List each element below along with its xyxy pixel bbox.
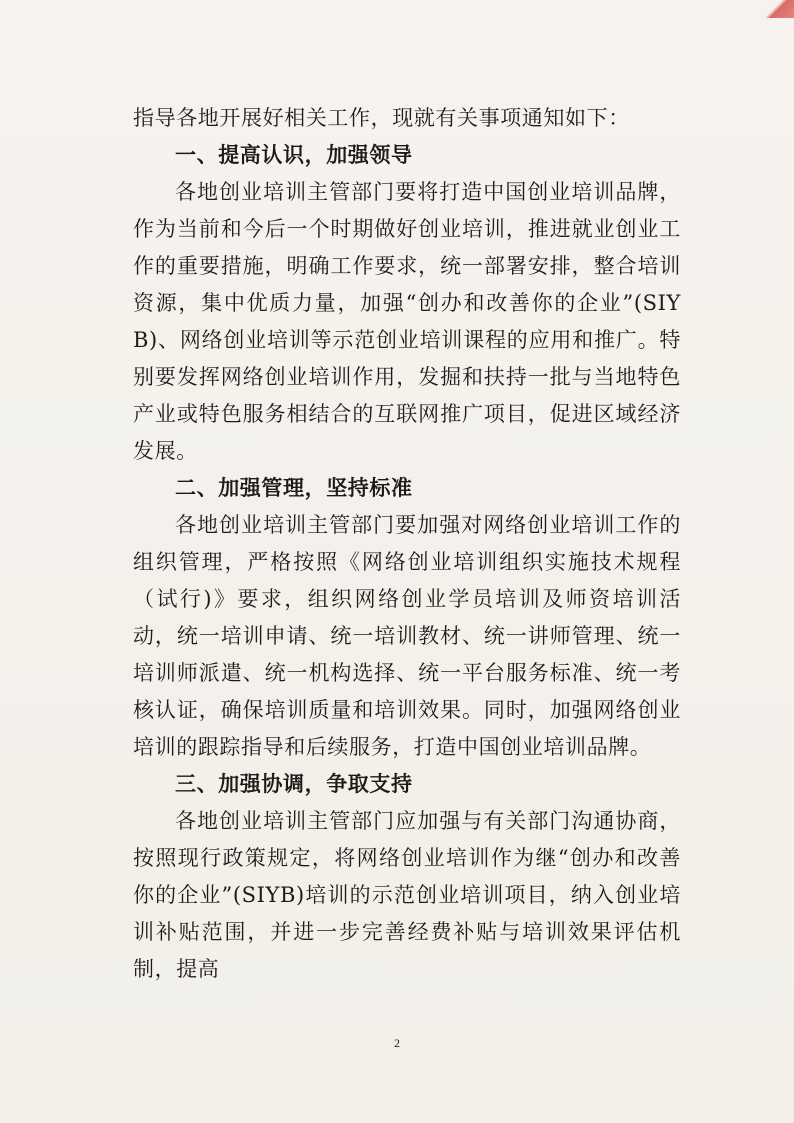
scan-speck xyxy=(506,525,508,527)
section-heading-3: 三、加强协调，争取支持 xyxy=(175,772,413,796)
section-body-2: 各地创业培训主管部门要加强对网络创业培训工作的组织管理，严格按照《网络创业培训组织实施技术规程（试行)》要求，组织网络创业学员培训及师资培训活动，统一培训申请、统一培训教材、统一讲师管理、统一培训师派遣、统一机构选择、统一平台服务标准、统一考核认证，确保培训质量和培训效果。同时，加强网络创业培训的跟踪指导和后续服务，打造中国创业培训品牌。 xyxy=(133,513,681,759)
intro-continuation: 指导各地开展好相关工作，现就有关事项通知如下： xyxy=(133,106,630,130)
page-number: 2 xyxy=(394,1036,400,1050)
section-body-1: 各地创业培训主管部门要将打造中国创业培训品牌，作为当前和今后一个时期做好创业培训，推进就业创业工作的重要措施，明确工作要求，统一部署安排，整合培训资源，集中优质力量，加强“创办和改善你的企业”(SIYB)、网络创业培训等示范创业培训课程的应用和推广。特别要发挥网络创业培训作用，发掘和扶持一批与当地特色产业或特色服务相结合的互联网推广项目，促进区域经济发展。 xyxy=(133,180,681,463)
scan-speck xyxy=(520,348,522,350)
document-body xyxy=(133,100,681,988)
section-body-3: 各地创业培训主管部门应加强与有关部门沟通协商，按照现行政策规定，将网络创业培训作为继“创办和改善你的企业”(SIYB)培训的示范创业培训项目，纳入创业培训补贴范围，并进一步完善经费补贴与培训效果评估机制，提高 xyxy=(133,809,681,981)
section-heading-2: 二、加强管理，坚持标准 xyxy=(175,476,413,500)
section-heading-1: 一、提高认识，加强领导 xyxy=(175,143,413,167)
corner-stamp-mark xyxy=(758,0,794,18)
